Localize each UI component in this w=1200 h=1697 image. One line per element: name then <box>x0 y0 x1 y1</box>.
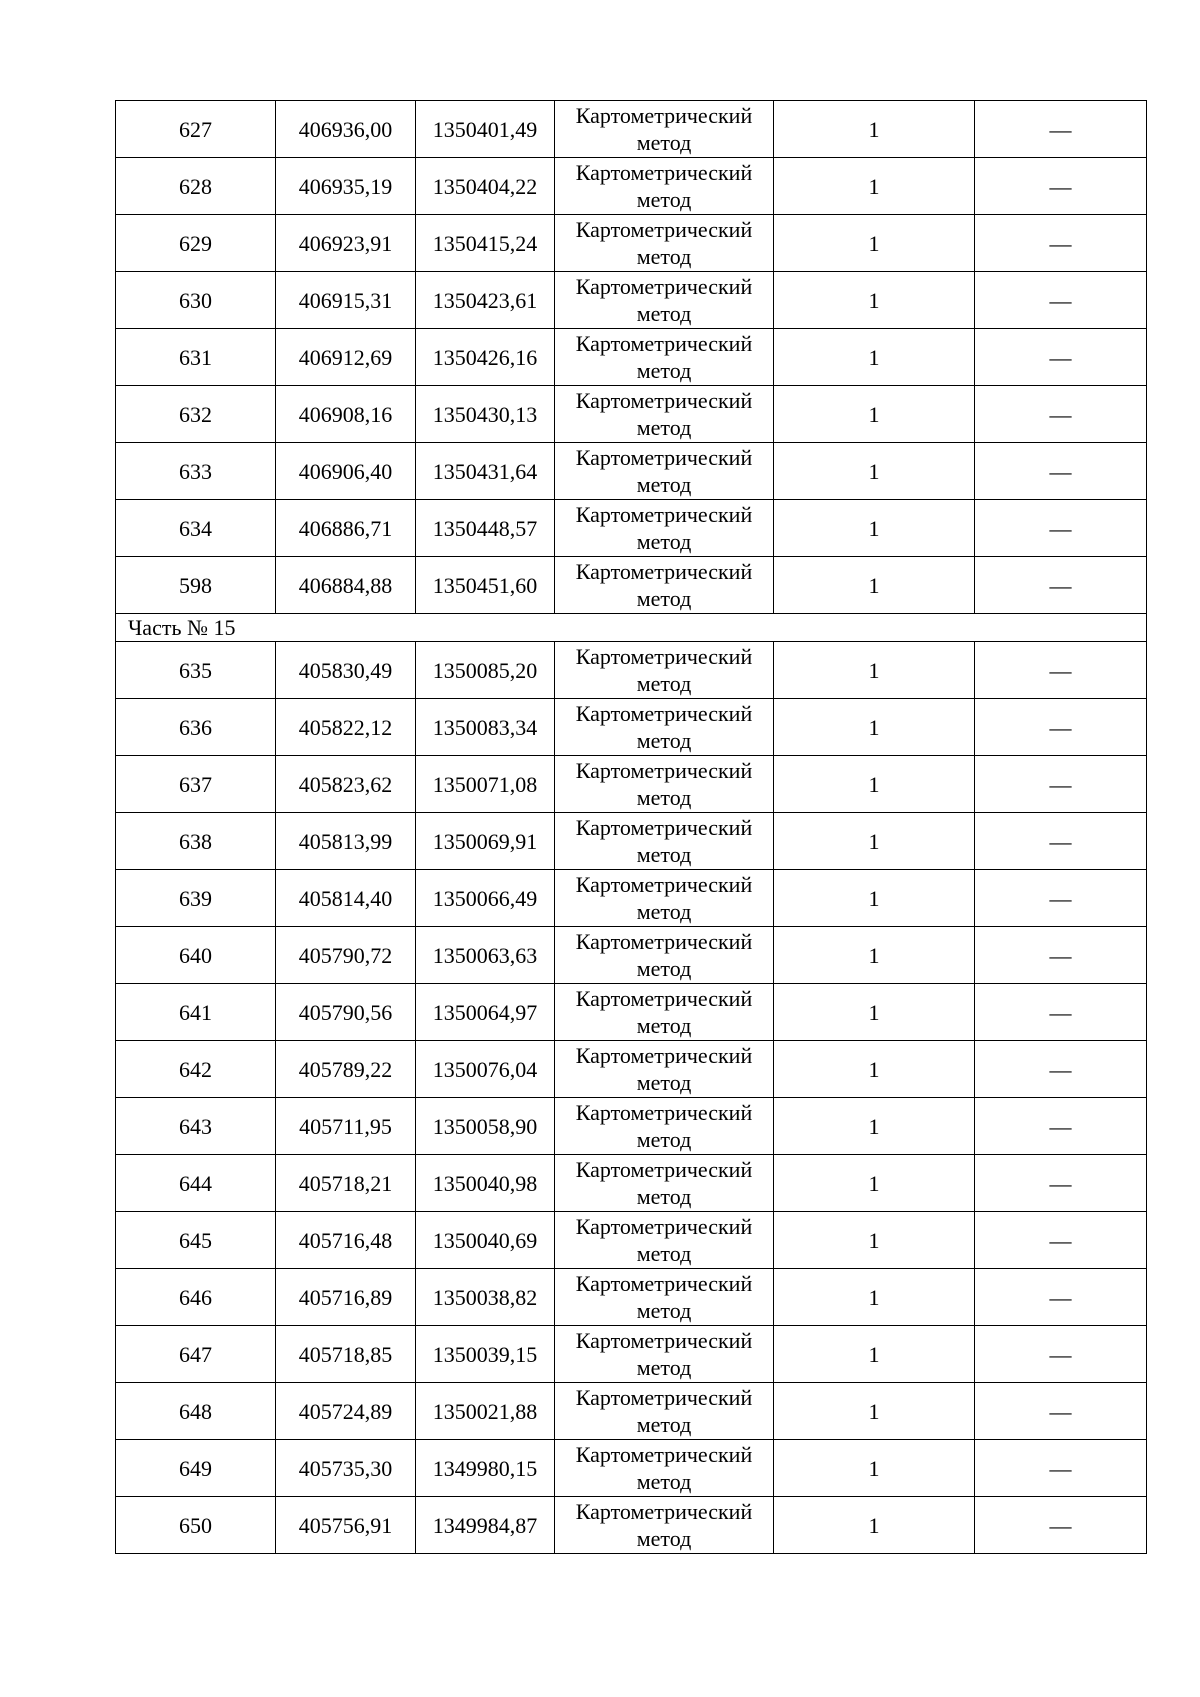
description-cell: — <box>975 1269 1147 1326</box>
table-row <box>116 1212 1147 1269</box>
section-label: Часть № 15 <box>116 614 1147 642</box>
method-line-1: Картометрический <box>575 445 753 470</box>
x-coordinate-cell: 405789,22 <box>276 1041 416 1098</box>
table-row <box>116 386 1147 443</box>
method-line-1: Картометрический <box>575 217 753 242</box>
precision-cell: 1 <box>774 500 975 557</box>
method-line-1: Картометрический <box>575 872 753 897</box>
y-coordinate-cell: 1350431,64 <box>416 443 555 500</box>
precision-cell: 1 <box>774 1098 975 1155</box>
precision-cell: 1 <box>774 1383 975 1440</box>
point-number-cell: 641 <box>116 984 276 1041</box>
point-number-cell: 629 <box>116 215 276 272</box>
point-number-cell: 633 <box>116 443 276 500</box>
method-line-1: Картометрический <box>575 758 753 783</box>
point-number-cell: 648 <box>116 1383 276 1440</box>
method-line-2: метод <box>636 529 692 554</box>
x-coordinate-cell: 405716,48 <box>276 1212 416 1269</box>
x-coordinate-cell: 406906,40 <box>276 443 416 500</box>
y-coordinate-cell: 1350451,60 <box>416 557 555 614</box>
method-line-2: метод <box>636 358 692 383</box>
description-cell: — <box>975 1383 1147 1440</box>
method-line-2: метод <box>636 842 692 867</box>
method-line-2: метод <box>636 956 692 981</box>
table-row <box>116 158 1147 215</box>
method-line-1: Картометрический <box>575 559 753 584</box>
x-coordinate-cell: 406923,91 <box>276 215 416 272</box>
y-coordinate-cell: 1350401,49 <box>416 101 555 158</box>
method-cell <box>555 642 774 699</box>
description-cell: — <box>975 500 1147 557</box>
description-cell: — <box>975 642 1147 699</box>
description-cell: — <box>975 215 1147 272</box>
point-number-cell: 646 <box>116 1269 276 1326</box>
method-line-2: метод <box>636 785 692 810</box>
x-coordinate-cell: 405790,72 <box>276 927 416 984</box>
method-line-2: метод <box>636 415 692 440</box>
description-cell: — <box>975 756 1147 813</box>
precision-cell: 1 <box>774 329 975 386</box>
precision-cell: 1 <box>774 870 975 927</box>
y-coordinate-cell: 1350083,34 <box>416 699 555 756</box>
table-row <box>116 443 1147 500</box>
method-cell <box>555 215 774 272</box>
y-coordinate-cell: 1350404,22 <box>416 158 555 215</box>
table-row <box>116 1269 1147 1326</box>
table-row <box>116 1098 1147 1155</box>
method-line-2: метод <box>636 1184 692 1209</box>
table-row <box>116 1497 1147 1554</box>
point-number-cell: 644 <box>116 1155 276 1212</box>
method-line-2: метод <box>636 1526 692 1551</box>
y-coordinate-cell: 1350085,20 <box>416 642 555 699</box>
method-line-2: метод <box>636 1355 692 1380</box>
method-line-2: метод <box>636 1412 692 1437</box>
method-cell <box>555 1326 774 1383</box>
method-cell <box>555 158 774 215</box>
method-cell <box>555 1212 774 1269</box>
method-line-1: Картометрический <box>575 1499 753 1524</box>
method-line-1: Картометрический <box>575 1442 753 1467</box>
method-cell <box>555 329 774 386</box>
point-number-cell: 642 <box>116 1041 276 1098</box>
x-coordinate-cell: 406912,69 <box>276 329 416 386</box>
method-line-1: Картометрический <box>575 929 753 954</box>
x-coordinate-cell: 405813,99 <box>276 813 416 870</box>
method-cell <box>555 1383 774 1440</box>
x-coordinate-cell: 405814,40 <box>276 870 416 927</box>
x-coordinate-cell: 405822,12 <box>276 699 416 756</box>
description-cell: — <box>975 1155 1147 1212</box>
description-cell: — <box>975 1098 1147 1155</box>
coordinates-table <box>115 100 1147 1554</box>
method-line-1: Картометрический <box>575 388 753 413</box>
method-line-2: метод <box>636 1070 692 1095</box>
y-coordinate-cell: 1350430,13 <box>416 386 555 443</box>
point-number-cell: 647 <box>116 1326 276 1383</box>
method-line-2: метод <box>636 130 692 155</box>
x-coordinate-cell: 405711,95 <box>276 1098 416 1155</box>
precision-cell: 1 <box>774 813 975 870</box>
x-coordinate-cell: 405823,62 <box>276 756 416 813</box>
x-coordinate-cell: 406915,31 <box>276 272 416 329</box>
precision-cell: 1 <box>774 215 975 272</box>
x-coordinate-cell: 405724,89 <box>276 1383 416 1440</box>
x-coordinate-cell: 405830,49 <box>276 642 416 699</box>
precision-cell: 1 <box>774 927 975 984</box>
table-row <box>116 557 1147 614</box>
table-row <box>116 215 1147 272</box>
method-line-2: метод <box>636 1013 692 1038</box>
x-coordinate-cell: 405790,56 <box>276 984 416 1041</box>
description-cell: — <box>975 699 1147 756</box>
table-row <box>116 1326 1147 1383</box>
precision-cell: 1 <box>774 158 975 215</box>
table-row <box>116 1440 1147 1497</box>
x-coordinate-cell: 406908,16 <box>276 386 416 443</box>
table-row <box>116 272 1147 329</box>
method-line-2: метод <box>636 1241 692 1266</box>
point-number-cell: 643 <box>116 1098 276 1155</box>
description-cell: — <box>975 984 1147 1041</box>
method-line-1: Картометрический <box>575 274 753 299</box>
precision-cell: 1 <box>774 1155 975 1212</box>
method-cell <box>555 813 774 870</box>
point-number-cell: 627 <box>116 101 276 158</box>
description-cell: — <box>975 386 1147 443</box>
y-coordinate-cell: 1350021,88 <box>416 1383 555 1440</box>
precision-cell: 1 <box>774 756 975 813</box>
method-line-2: метод <box>636 1469 692 1494</box>
y-coordinate-cell: 1349984,87 <box>416 1497 555 1554</box>
x-coordinate-cell: 405718,85 <box>276 1326 416 1383</box>
precision-cell: 1 <box>774 272 975 329</box>
y-coordinate-cell: 1350448,57 <box>416 500 555 557</box>
method-line-2: метод <box>636 728 692 753</box>
method-line-2: метод <box>636 586 692 611</box>
table-row <box>116 699 1147 756</box>
x-coordinate-cell: 405718,21 <box>276 1155 416 1212</box>
description-cell: — <box>975 813 1147 870</box>
y-coordinate-cell: 1349980,15 <box>416 1440 555 1497</box>
method-line-1: Картометрический <box>575 701 753 726</box>
precision-cell: 1 <box>774 557 975 614</box>
method-line-1: Картометрический <box>575 1214 753 1239</box>
description-cell: — <box>975 329 1147 386</box>
table-row <box>116 642 1147 699</box>
method-cell <box>555 1098 774 1155</box>
y-coordinate-cell: 1350064,97 <box>416 984 555 1041</box>
description-cell: — <box>975 272 1147 329</box>
table-row <box>116 927 1147 984</box>
method-line-1: Картометрический <box>575 1271 753 1296</box>
y-coordinate-cell: 1350426,16 <box>416 329 555 386</box>
x-coordinate-cell: 405716,89 <box>276 1269 416 1326</box>
description-cell: — <box>975 870 1147 927</box>
table-row <box>116 870 1147 927</box>
precision-cell: 1 <box>774 386 975 443</box>
y-coordinate-cell: 1350063,63 <box>416 927 555 984</box>
method-line-1: Картометрический <box>575 1043 753 1068</box>
point-number-cell: 638 <box>116 813 276 870</box>
precision-cell: 1 <box>774 101 975 158</box>
precision-cell: 1 <box>774 1440 975 1497</box>
description-cell: — <box>975 101 1147 158</box>
table-row <box>116 756 1147 813</box>
method-line-1: Картометрический <box>575 160 753 185</box>
method-cell <box>555 984 774 1041</box>
method-cell <box>555 101 774 158</box>
method-cell <box>555 1269 774 1326</box>
method-line-2: метод <box>636 1127 692 1152</box>
method-cell <box>555 557 774 614</box>
point-number-cell: 630 <box>116 272 276 329</box>
y-coordinate-cell: 1350066,49 <box>416 870 555 927</box>
section-header-row <box>116 614 1147 642</box>
precision-cell: 1 <box>774 984 975 1041</box>
description-cell: — <box>975 1041 1147 1098</box>
point-number-cell: 634 <box>116 500 276 557</box>
y-coordinate-cell: 1350058,90 <box>416 1098 555 1155</box>
method-cell <box>555 756 774 813</box>
description-cell: — <box>975 158 1147 215</box>
y-coordinate-cell: 1350040,98 <box>416 1155 555 1212</box>
point-number-cell: 637 <box>116 756 276 813</box>
point-number-cell: 632 <box>116 386 276 443</box>
point-number-cell: 650 <box>116 1497 276 1554</box>
method-cell <box>555 1497 774 1554</box>
precision-cell: 1 <box>774 1326 975 1383</box>
method-cell <box>555 870 774 927</box>
x-coordinate-cell: 406886,71 <box>276 500 416 557</box>
description-cell: — <box>975 1212 1147 1269</box>
method-line-1: Картометрический <box>575 103 753 128</box>
table-row <box>116 500 1147 557</box>
precision-cell: 1 <box>774 1041 975 1098</box>
table-row <box>116 101 1147 158</box>
method-line-1: Картометрический <box>575 1157 753 1182</box>
table-body <box>116 101 1147 1554</box>
table-row <box>116 984 1147 1041</box>
point-number-cell: 635 <box>116 642 276 699</box>
x-coordinate-cell: 406935,19 <box>276 158 416 215</box>
description-cell: — <box>975 1497 1147 1554</box>
method-cell <box>555 386 774 443</box>
method-line-1: Картометрический <box>575 986 753 1011</box>
method-cell <box>555 699 774 756</box>
method-cell <box>555 927 774 984</box>
table-row <box>116 329 1147 386</box>
precision-cell: 1 <box>774 642 975 699</box>
method-line-2: метод <box>636 244 692 269</box>
x-coordinate-cell: 406884,88 <box>276 557 416 614</box>
table-row <box>116 813 1147 870</box>
table-row <box>116 1155 1147 1212</box>
y-coordinate-cell: 1350039,15 <box>416 1326 555 1383</box>
method-cell <box>555 1155 774 1212</box>
point-number-cell: 649 <box>116 1440 276 1497</box>
method-line-1: Картометрический <box>575 1100 753 1125</box>
method-line-1: Картометрический <box>575 1328 753 1353</box>
method-line-2: метод <box>636 899 692 924</box>
method-line-2: метод <box>636 187 692 212</box>
table-row <box>116 1383 1147 1440</box>
y-coordinate-cell: 1350069,91 <box>416 813 555 870</box>
precision-cell: 1 <box>774 1497 975 1554</box>
method-line-1: Картометрический <box>575 815 753 840</box>
method-cell <box>555 1440 774 1497</box>
method-line-2: метод <box>636 1298 692 1323</box>
method-cell <box>555 500 774 557</box>
point-number-cell: 639 <box>116 870 276 927</box>
method-line-1: Картометрический <box>575 1385 753 1410</box>
y-coordinate-cell: 1350040,69 <box>416 1212 555 1269</box>
y-coordinate-cell: 1350038,82 <box>416 1269 555 1326</box>
precision-cell: 1 <box>774 443 975 500</box>
description-cell: — <box>975 1326 1147 1383</box>
method-line-2: метод <box>636 301 692 326</box>
point-number-cell: 640 <box>116 927 276 984</box>
method-line-1: Картометрический <box>575 644 753 669</box>
method-line-2: метод <box>636 671 692 696</box>
method-cell <box>555 272 774 329</box>
y-coordinate-cell: 1350076,04 <box>416 1041 555 1098</box>
x-coordinate-cell: 405735,30 <box>276 1440 416 1497</box>
description-cell: — <box>975 927 1147 984</box>
x-coordinate-cell: 406936,00 <box>276 101 416 158</box>
method-line-1: Картометрический <box>575 331 753 356</box>
y-coordinate-cell: 1350071,08 <box>416 756 555 813</box>
point-number-cell: 628 <box>116 158 276 215</box>
point-number-cell: 631 <box>116 329 276 386</box>
point-number-cell: 598 <box>116 557 276 614</box>
description-cell: — <box>975 443 1147 500</box>
table-row <box>116 1041 1147 1098</box>
point-number-cell: 636 <box>116 699 276 756</box>
precision-cell: 1 <box>774 1212 975 1269</box>
method-cell <box>555 1041 774 1098</box>
method-cell <box>555 443 774 500</box>
point-number-cell: 645 <box>116 1212 276 1269</box>
y-coordinate-cell: 1350415,24 <box>416 215 555 272</box>
precision-cell: 1 <box>774 1269 975 1326</box>
method-line-2: метод <box>636 472 692 497</box>
method-line-1: Картометрический <box>575 502 753 527</box>
precision-cell: 1 <box>774 699 975 756</box>
description-cell: — <box>975 1440 1147 1497</box>
description-cell: — <box>975 557 1147 614</box>
x-coordinate-cell: 405756,91 <box>276 1497 416 1554</box>
y-coordinate-cell: 1350423,61 <box>416 272 555 329</box>
